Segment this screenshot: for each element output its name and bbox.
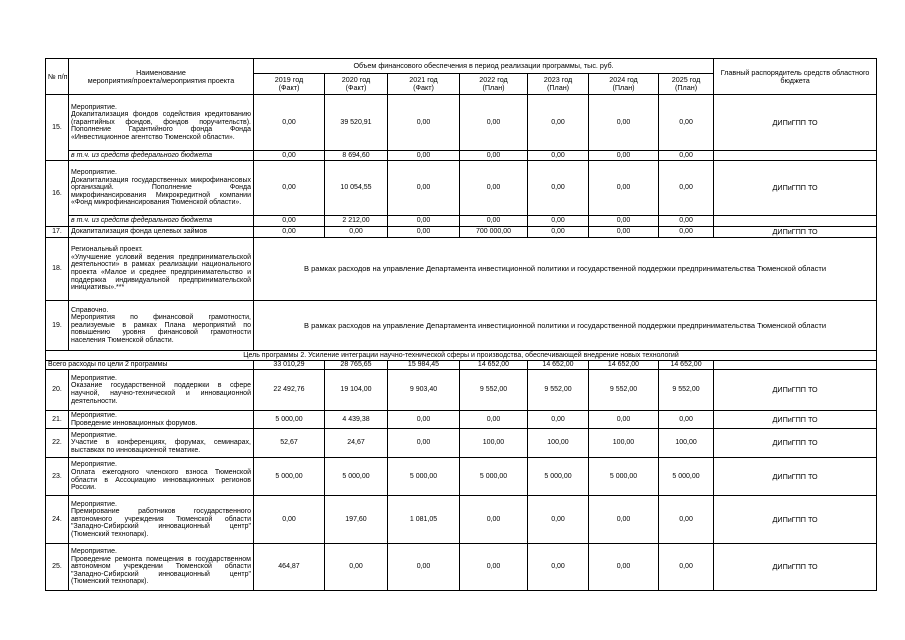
- distributor-15: ДИПиГПП ТО: [714, 95, 877, 151]
- value-2022-15: 0,00: [460, 95, 528, 151]
- row-number-16: 16.: [46, 161, 69, 227]
- year-header-2019: [254, 74, 325, 95]
- activity-description: Проведение ремонта помещения в государственном автономном учреждении Тюменской области "Западно-Сибирский инновационный центр" (Тюменский технопарк).: [71, 555, 251, 586]
- activity-name-19: [69, 301, 254, 351]
- year-label: 2019 год: [274, 75, 304, 85]
- value-2023-21: 0,00: [528, 411, 589, 429]
- activity-type-label: Мероприятие.: [71, 461, 117, 469]
- goal-title: Цель программы 2. Усиление интеграции научно-технической сферы и производства, обеспечивающей внедрение новых технологий: [46, 351, 877, 361]
- value-2024-federal-16: 0,00: [589, 216, 659, 227]
- value-2021-24: 1 081,05: [388, 496, 460, 544]
- table-body: [46, 95, 877, 591]
- year-header-2023: [528, 74, 589, 95]
- value-2024-22: 100,00: [589, 429, 659, 458]
- distributor-federal-16: [714, 216, 877, 227]
- value-2025-25: 0,00: [659, 544, 714, 591]
- table-header-row: [46, 59, 877, 74]
- value-2019-20: 22 492,76: [254, 370, 325, 411]
- year-header-2021: [388, 74, 460, 95]
- distributor-17: ДИПиГПП ТО: [714, 227, 877, 238]
- value-2024-25: 0,00: [589, 544, 659, 591]
- value-2020-federal-16: 2 212,00: [325, 216, 388, 227]
- value-2020-20: 19 104,00: [325, 370, 388, 411]
- value-2023-16: 0,00: [528, 161, 589, 216]
- row-number-17: 17.: [46, 227, 69, 238]
- value-2021-23: 5 000,00: [388, 458, 460, 496]
- distributor-column-header: Главный распорядитель средств областного бюджета: [714, 59, 877, 95]
- value-2025-21: 0,00: [659, 411, 714, 429]
- distributor-22: ДИПиГПП ТО: [714, 429, 877, 458]
- value-2023-22: 100,00: [528, 429, 589, 458]
- activity-description: Докапитализация фондов содействия кредитованию (гарантийных фондов, фондов поручительств). Пополнение Гарантийного фонда Фонда «Инвестиционное агентство Тюменской области».: [71, 111, 251, 141]
- distributor-20: ДИПиГПП ТО: [714, 370, 877, 411]
- value-2020-21: 4 439,38: [325, 411, 388, 429]
- value-2021-17: 0,00: [388, 227, 460, 238]
- name-header-line-1: Наименование: [136, 67, 186, 77]
- row-number-23: 23.: [46, 458, 69, 496]
- value-2022-22: 100,00: [460, 429, 528, 458]
- value-2023-20: 9 552,00: [528, 370, 589, 411]
- row-number-25: 25.: [46, 544, 69, 591]
- activity-description: Участие в конференциях, форумах, семинарах, выставках по инновационной тематике.: [71, 439, 251, 454]
- goal-row: [46, 351, 877, 361]
- table-row-22: [46, 429, 877, 458]
- row-number-18: 18.: [46, 238, 69, 301]
- activity-description: Докапитализация фонда целевых займов: [71, 228, 207, 236]
- value-2021-16: 0,00: [388, 161, 460, 216]
- value-2020-17: 0,00: [325, 227, 388, 238]
- value-2021-21: 0,00: [388, 411, 460, 429]
- funding-column-header: Объем финансового обеспечения в период реализации программы, тыс. руб.: [254, 59, 714, 74]
- table-row-17: [46, 227, 877, 238]
- value-2019-17: 0,00: [254, 227, 325, 238]
- table-row-16: [46, 161, 877, 216]
- row-number-22: 22.: [46, 429, 69, 458]
- value-2024-17: 0,00: [589, 227, 659, 238]
- year-label: 2024 год: [609, 75, 638, 85]
- activity-description: Премирование работников государственного автономного учреждения Тюменской области "Западно-Сибирский инновационный центр" (Тюменский технопарк).: [71, 508, 251, 538]
- year-status: (План): [674, 83, 698, 92]
- value-2020-23: 5 000,00: [325, 458, 388, 496]
- value-2024-16: 0,00: [589, 161, 659, 216]
- value-2022-21: 0,00: [460, 411, 528, 429]
- activity-description: Докапитализация государственных микрофинансовых организаций. Пополнение Фонда микрофинансирования Микрокредитной компании «Фонд микрофинансирования Тюменской области».: [71, 176, 251, 207]
- activity-description: Мероприятия по финансовой грамотности, реализуемые в рамках Плана мероприятий по повышению уровня финансовой грамотности населения Тюменской области.: [71, 314, 251, 344]
- activity-description: Оказание государственной поддержки в сфере научной, научно-технической и инновационной деятельности.: [71, 382, 251, 405]
- value-2025-16: 0,00: [659, 161, 714, 216]
- row-number-24: 24.: [46, 496, 69, 544]
- value-2024-23: 5 000,00: [589, 458, 659, 496]
- activity-description: Оплата ежегодного членского взноса Тюменской области в Ассоциацию инновационных регионов России.: [71, 468, 251, 492]
- value-2021-22: 0,00: [388, 429, 460, 458]
- value-2021-20: 9 903,40: [388, 370, 460, 411]
- year-label: 2020 год: [341, 75, 371, 85]
- number-column-header: № п/п: [46, 59, 69, 95]
- goal-total-row: [46, 361, 877, 370]
- table-row-25: [46, 544, 877, 591]
- financing-note-19: В рамках расходов на управление Департамента инвестиционной политики и государственной поддержки предпринимательства Тюменской области: [254, 301, 877, 351]
- value-2024-24: 0,00: [589, 496, 659, 544]
- value-2022-17: 700 000,00: [460, 227, 528, 238]
- table-row-20: [46, 370, 877, 411]
- federal-budget-subrow-16: [46, 216, 877, 227]
- row-number-21: 21.: [46, 411, 69, 429]
- value-2021-federal-16: 0,00: [388, 216, 460, 227]
- value-2020-24: 197,60: [325, 496, 388, 544]
- value-2023-15: 0,00: [528, 95, 589, 151]
- table-row-23: [46, 458, 877, 496]
- activity-name-22: [69, 429, 254, 458]
- table-row-19: [46, 301, 877, 351]
- activity-description: Проведение инновационных форумов.: [71, 419, 198, 427]
- value-2020-25: 0,00: [325, 544, 388, 591]
- row-number-20: 20.: [46, 370, 69, 411]
- financing-note-18: В рамках расходов на управление Департамента инвестиционной политики и государственной поддержки предпринимательства Тюменской области: [254, 238, 877, 301]
- distributor-16: ДИПиГПП ТО: [714, 161, 877, 216]
- activity-type-label: Справочно.: [71, 306, 109, 314]
- value-2025-federal-16: 0,00: [659, 216, 714, 227]
- row-number-19: 19.: [46, 301, 69, 351]
- value-2019-23: 5 000,00: [254, 458, 325, 496]
- value-2019-25: 464,87: [254, 544, 325, 591]
- value-2022-16: 0,00: [460, 161, 528, 216]
- activity-name-15: [69, 95, 254, 151]
- distributor-23: ДИПиГПП ТО: [714, 458, 877, 496]
- year-header-2024: [589, 74, 659, 95]
- year-status: (Факт): [413, 83, 434, 92]
- value-2025-17: 0,00: [659, 227, 714, 238]
- year-status: (Факт): [345, 83, 367, 92]
- table-row-18: [46, 238, 877, 301]
- year-status: (Факт): [278, 83, 300, 92]
- table-row-15: [46, 95, 877, 151]
- value-2019-22: 52,67: [254, 429, 325, 458]
- value-2020-total: 28 765,65: [325, 361, 388, 370]
- year-status: (План): [546, 83, 570, 92]
- value-2023-25: 0,00: [528, 544, 589, 591]
- federal-budget-subrow-15: [46, 151, 877, 161]
- value-2019-21: 5 000,00: [254, 411, 325, 429]
- table-row-24: [46, 496, 877, 544]
- activity-name-25: [69, 544, 254, 591]
- activity-type-label: Региональный проект.: [71, 246, 143, 254]
- value-2021-federal-15: 0,00: [388, 151, 460, 161]
- value-2019-16: 0,00: [254, 161, 325, 216]
- goal-total-distributor: [714, 361, 877, 370]
- value-2025-total: 14 652,00: [659, 361, 714, 370]
- activity-name-21: [69, 411, 254, 429]
- value-2020-federal-15: 8 694,60: [325, 151, 388, 161]
- value-2020-16: 10 054,55: [325, 161, 388, 216]
- value-2025-20: 9 552,00: [659, 370, 714, 411]
- value-2021-15: 0,00: [388, 95, 460, 151]
- activity-type-label: Мероприятие.: [71, 411, 117, 419]
- activity-name-24: [69, 496, 254, 544]
- value-2022-total: 14 652,00: [460, 361, 528, 370]
- year-header-2025: [659, 74, 714, 95]
- activity-description: «Улучшение условий ведения предпринимательской деятельности» в рамках реализации национального проекта «Малое и среднее предпринимательство и поддержка индивидуальной предпринимательской инициативы».***: [71, 253, 251, 292]
- value-2024-total: 14 652,00: [589, 361, 659, 370]
- year-header-2020: [325, 74, 388, 95]
- value-2024-federal-15: 0,00: [589, 151, 659, 161]
- value-2025-22: 100,00: [659, 429, 714, 458]
- value-2025-15: 0,00: [659, 95, 714, 151]
- value-2022-25: 0,00: [460, 544, 528, 591]
- distributor-24: ДИПиГПП ТО: [714, 496, 877, 544]
- goal-total-label: Всего расходы по цели 2 программы: [46, 361, 254, 370]
- value-2019-total: 33 010,29: [254, 361, 325, 370]
- activity-name-17: [69, 227, 254, 238]
- value-2021-25: 0,00: [388, 544, 460, 591]
- activity-type-label: Мероприятие.: [71, 431, 117, 439]
- year-label: 2021 год: [409, 75, 438, 85]
- value-2024-15: 0,00: [589, 95, 659, 151]
- year-label: 2023 год: [543, 75, 573, 85]
- activity-type-label: Мероприятие.: [71, 500, 117, 508]
- year-label: 2025 год: [671, 75, 701, 85]
- name-column-header: [69, 59, 254, 95]
- value-2020-15: 39 520,91: [325, 95, 388, 151]
- table-row-21: [46, 411, 877, 429]
- value-2025-federal-15: 0,00: [659, 151, 714, 161]
- activity-name-16: [69, 161, 254, 216]
- value-2024-21: 0,00: [589, 411, 659, 429]
- value-2025-23: 5 000,00: [659, 458, 714, 496]
- activity-type-label: Мероприятие.: [71, 548, 117, 556]
- value-2023-17: 0,00: [528, 227, 589, 238]
- year-status: (План): [612, 83, 635, 92]
- value-2020-22: 24,67: [325, 429, 388, 458]
- value-2023-24: 0,00: [528, 496, 589, 544]
- value-2022-federal-15: 0,00: [460, 151, 528, 161]
- value-2019-federal-15: 0,00: [254, 151, 325, 161]
- value-2023-federal-16: 0,00: [528, 216, 589, 227]
- activity-name-18: [69, 238, 254, 301]
- federal-budget-label-15: в т.ч. из средств федерального бюджета: [69, 151, 254, 161]
- year-status: (План): [482, 83, 505, 92]
- value-2025-24: 0,00: [659, 496, 714, 544]
- value-2023-federal-15: 0,00: [528, 151, 589, 161]
- row-number-15: 15.: [46, 95, 69, 161]
- value-2021-total: 15 984,45: [388, 361, 460, 370]
- distributor-25: ДИПиГПП ТО: [714, 544, 877, 591]
- activity-type-label: Мероприятие.: [71, 169, 117, 177]
- federal-budget-label-16: в т.ч. из средств федерального бюджета: [69, 216, 254, 227]
- activity-type-label: Мероприятие.: [71, 374, 117, 382]
- distributor-federal-15: [714, 151, 877, 161]
- value-2022-23: 5 000,00: [460, 458, 528, 496]
- value-2023-total: 14 652,00: [528, 361, 589, 370]
- value-2022-federal-16: 0,00: [460, 216, 528, 227]
- value-2024-20: 9 552,00: [589, 370, 659, 411]
- value-2022-24: 0,00: [460, 496, 528, 544]
- year-header-2022: [460, 74, 528, 95]
- value-2022-20: 9 552,00: [460, 370, 528, 411]
- activity-name-20: [69, 370, 254, 411]
- activity-type-label: Мероприятие.: [71, 103, 117, 111]
- value-2023-23: 5 000,00: [528, 458, 589, 496]
- activity-name-23: [69, 458, 254, 496]
- distributor-21: ДИПиГПП ТО: [714, 411, 877, 429]
- value-2019-15: 0,00: [254, 95, 325, 151]
- financing-table: [45, 58, 877, 591]
- name-header-line-2: мероприятия/проекта/мероприятия проекта: [87, 75, 235, 85]
- value-2019-federal-16: 0,00: [254, 216, 325, 227]
- value-2019-24: 0,00: [254, 496, 325, 544]
- year-label: 2022 год: [479, 75, 508, 85]
